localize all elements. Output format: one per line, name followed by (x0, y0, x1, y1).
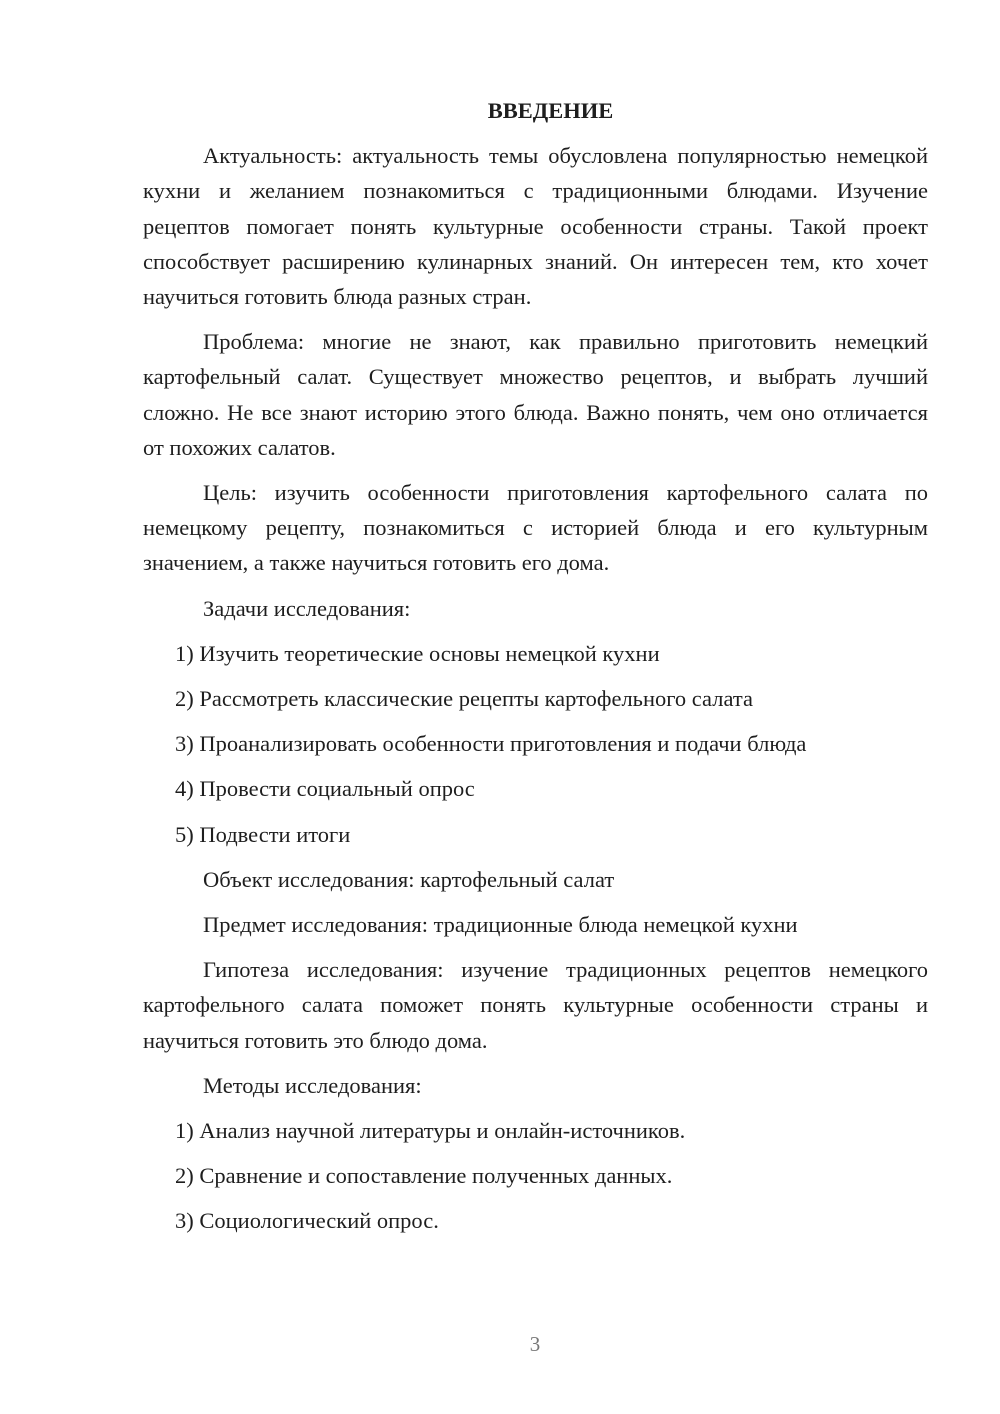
tasks-title: Задачи исследования: (203, 595, 411, 621)
list-item: 4) Провести социальный опрос (175, 776, 475, 802)
hypothesis-paragraph: Гипотеза исследования: изучение традиционных рецептов немецкого картофельного салата поможет понять культурные особенности страны и научиться готовить это блюдо дома. (143, 957, 928, 1053)
list-item: 3) Социологический опрос. (175, 1208, 439, 1234)
research-subject: Предмет исследования: традиционные блюда немецкой кухни (203, 912, 798, 938)
problem-paragraph: Проблема: многие не знают, как правильно приготовить немецкий картофельный салат. Существует множество рецептов, и выбрать лучший сложно. Не все знают историю этого блюда. Важно понять, чем оно отличается от похожих салатов. (143, 329, 928, 460)
relevance-paragraph: Актуальность: актуальность темы обусловлена популярностью немецкой кухни и желанием познакомиться с традиционными блюдами. Изучение рецептов помогает понять культурные особенности страны. Такой проект способствует расширению кулинарных знаний. Он интересен тем, кто хочет научиться готовить блюда разных стран. (143, 143, 928, 310)
list-item: 1) Анализ научной литературы и онлайн-источников. (175, 1118, 686, 1144)
goal-paragraph: Цель: изучить особенности приготовления картофельного салата по немецкому рецепту, познакомиться с историей блюда и его культурным значением, а также научиться готовить его дома. (143, 480, 928, 576)
list-item: 2) Рассмотреть классические рецепты картофельного салата (175, 686, 753, 712)
list-item: 3) Проанализировать особенности приготовления и подачи блюда (175, 731, 807, 757)
page-content (143, 93, 928, 1249)
methods-title: Методы исследования: (203, 1072, 422, 1098)
page-number: 3 (529, 1332, 541, 1356)
section-heading: ВВЕДЕНИЕ (487, 98, 614, 123)
research-object: Объект исследования: картофельный салат (203, 866, 615, 892)
list-item: 1) Изучить теоретические основы немецкой кухни (175, 640, 660, 666)
list-item: 5) Подвести итоги (175, 821, 351, 847)
methods-list (143, 1113, 928, 1239)
tasks-list (143, 636, 928, 852)
list-item: 2) Сравнение и сопоставление полученных данных. (175, 1163, 673, 1189)
